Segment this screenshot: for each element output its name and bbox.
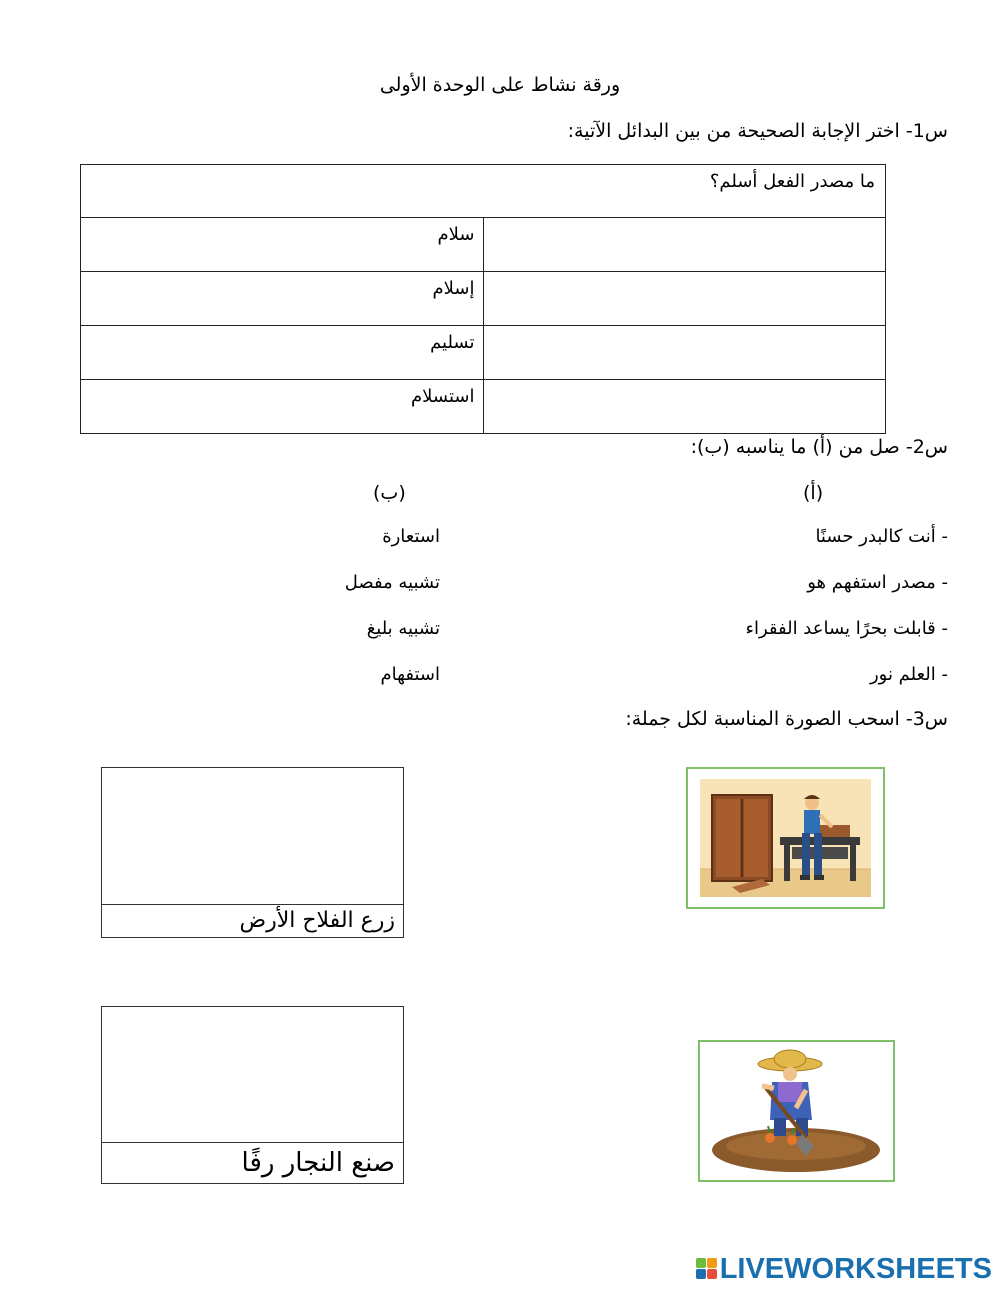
carpenter-image bbox=[688, 769, 883, 907]
q2-heading: س2- صل من (أ) ما يناسبه (ب): bbox=[690, 436, 948, 458]
worksheet-title: ورقة نشاط على الوحدة الأولى bbox=[379, 74, 621, 96]
q1-option: إسلام bbox=[81, 272, 484, 326]
q2-item-b[interactable]: تشبيه بليغ bbox=[366, 618, 440, 639]
q2-col-b-header: (ب) bbox=[373, 482, 406, 504]
q1-heading: س1- اختر الإجابة الصحيحة من بين البدائل الآتية: bbox=[567, 120, 948, 142]
q2-item-a[interactable]: - مصدر استفهم هو bbox=[807, 572, 948, 593]
q1-option: سلام bbox=[81, 218, 484, 272]
q2-item-a[interactable]: - قابلت بحرًا يساعد الفقراء bbox=[745, 618, 948, 639]
q1-options-table bbox=[80, 164, 886, 434]
carpenter-image-card[interactable] bbox=[686, 767, 885, 909]
q1-answer-box[interactable] bbox=[483, 380, 886, 434]
q2-item-b[interactable]: استفهام bbox=[380, 664, 440, 685]
q2-item-b[interactable]: استعارة bbox=[382, 526, 440, 547]
q2-item-a[interactable]: - العلم نور bbox=[869, 664, 948, 685]
q3-heading: س3- اسحب الصورة المناسبة لكل جملة: bbox=[625, 708, 948, 730]
q2-item-b[interactable]: تشبيه مفصل bbox=[344, 572, 440, 593]
farmer-image bbox=[700, 1042, 893, 1180]
drop-zone-caption: زرع الفلاح الأرض bbox=[102, 904, 403, 937]
q1-question: ما مصدر الفعل أسلم؟ bbox=[81, 165, 886, 218]
liveworksheets-logo-icon bbox=[696, 1258, 718, 1280]
q1-answer-box[interactable] bbox=[483, 326, 886, 380]
q1-answer-box[interactable] bbox=[483, 218, 886, 272]
q2-item-a[interactable]: - أنت كالبدر حسنًا bbox=[815, 526, 948, 547]
q1-option: تسليم bbox=[81, 326, 484, 380]
farmer-image-card[interactable] bbox=[698, 1040, 895, 1182]
q1-answer-box[interactable] bbox=[483, 272, 886, 326]
q1-option: استسلام bbox=[81, 380, 484, 434]
drop-zone[interactable] bbox=[101, 1006, 404, 1184]
q2-col-a-header: (أ) bbox=[803, 482, 824, 504]
liveworksheets-logo bbox=[696, 1253, 992, 1286]
drop-zone-caption: صنع النجار رفًا bbox=[102, 1142, 403, 1183]
liveworksheets-brand-text: LIVEWORKSHEETS bbox=[719, 1253, 992, 1285]
drop-zone[interactable] bbox=[101, 767, 404, 938]
